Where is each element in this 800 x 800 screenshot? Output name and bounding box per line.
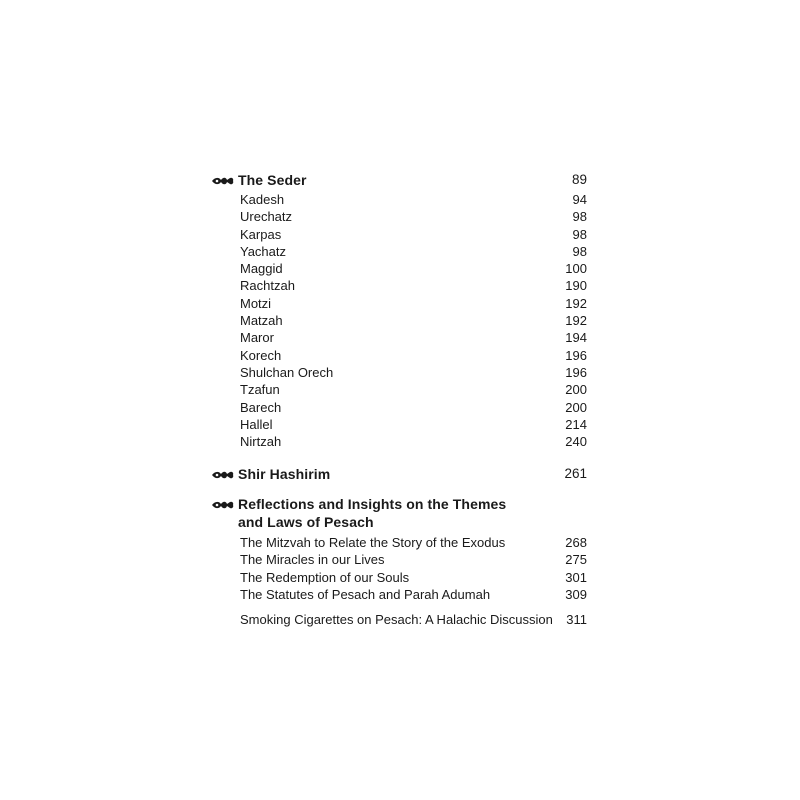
- entry-label: Maror: [240, 330, 274, 346]
- entry-page: 301: [565, 569, 587, 585]
- entry-label: Smoking Cigarettes on Pesach: A Halachic Discussion: [240, 612, 553, 628]
- hand-ornament-icon: [210, 496, 236, 514]
- entry-page: 200: [565, 399, 587, 415]
- section-title: The Seder: [238, 172, 307, 188]
- entry-page: 214: [565, 416, 587, 432]
- entry-page: 98: [572, 209, 587, 225]
- toc-entry: [240, 433, 587, 450]
- toc-entry: [240, 260, 587, 277]
- entry-label: Nirtzah: [240, 434, 282, 450]
- toc-entry: [240, 364, 587, 381]
- toc-entry: [240, 226, 587, 243]
- entry-page: 196: [565, 364, 587, 380]
- section-page-number: 89: [571, 172, 587, 187]
- entry-label: Korech: [240, 347, 282, 363]
- entry-label: The Statutes of Pesach and Parah Adumah: [240, 586, 491, 602]
- entry-label: Karpas: [240, 226, 282, 242]
- entry-page: 196: [565, 347, 587, 363]
- toc-entry: [240, 312, 587, 329]
- entry-page: 94: [572, 192, 587, 207]
- toc-entry: [240, 243, 587, 260]
- entry-label: Yachatz: [240, 243, 287, 259]
- entry-list: [240, 534, 587, 628]
- entry-label: Matzah: [240, 313, 283, 329]
- entry-label: Rachtzah: [240, 278, 295, 294]
- toc-entry: [240, 381, 587, 398]
- toc-entry: [240, 586, 587, 603]
- section-title-line-2: and Laws of Pesach: [238, 514, 374, 530]
- toc-entry: [240, 611, 587, 628]
- entry-label: Barech: [240, 399, 282, 415]
- entry-page: 275: [565, 552, 587, 568]
- section-page-number: 261: [564, 466, 587, 481]
- entry-label: Hallel: [240, 416, 273, 432]
- toc-entry: [240, 416, 587, 433]
- entry-page: 100: [565, 261, 587, 277]
- entry-page: 98: [572, 226, 587, 242]
- entry-label: The Redemption of our Souls: [240, 569, 410, 585]
- toc-entry: [240, 208, 587, 225]
- entry-page: 240: [565, 434, 587, 450]
- entry-page: 309: [565, 586, 587, 602]
- entry-page: 192: [565, 295, 587, 311]
- entry-label: The Mitzvah to Relate the Story of the Exodus: [240, 535, 506, 550]
- entry-label: Maggid: [240, 261, 283, 277]
- entry-page: 192: [565, 313, 587, 329]
- entry-label: Kadesh: [240, 192, 285, 207]
- entry-page: 194: [565, 330, 587, 346]
- hand-ornament-icon: [210, 466, 236, 484]
- toc-entry: [240, 347, 587, 364]
- toc-entry: [240, 569, 587, 586]
- entry-page: 190: [565, 278, 587, 294]
- toc-entry: [240, 551, 587, 568]
- section-title-line-1: Reflections and Insights on the Themes: [238, 496, 507, 512]
- entry-label: Shulchan Orech: [240, 364, 334, 380]
- entry-page: 268: [565, 535, 587, 550]
- toc-entry: [240, 191, 587, 208]
- entry-list: [240, 191, 587, 450]
- toc-entry: [240, 295, 587, 312]
- entry-label: Tzafun: [240, 382, 280, 398]
- entry-label: Motzi: [240, 295, 272, 311]
- hand-ornament-icon: [210, 172, 236, 190]
- entry-page: 311: [566, 612, 587, 628]
- entry-label: Urechatz: [240, 209, 293, 225]
- entry-page: 98: [572, 243, 587, 259]
- entry-label: The Miracles in our Lives: [240, 552, 385, 568]
- entry-page: 200: [565, 382, 587, 398]
- section-title: Shir Hashirim: [238, 466, 331, 482]
- toc-entry: [240, 277, 587, 294]
- toc-entry: [240, 329, 587, 346]
- toc-entry: [240, 534, 587, 551]
- toc-entry: [240, 399, 587, 416]
